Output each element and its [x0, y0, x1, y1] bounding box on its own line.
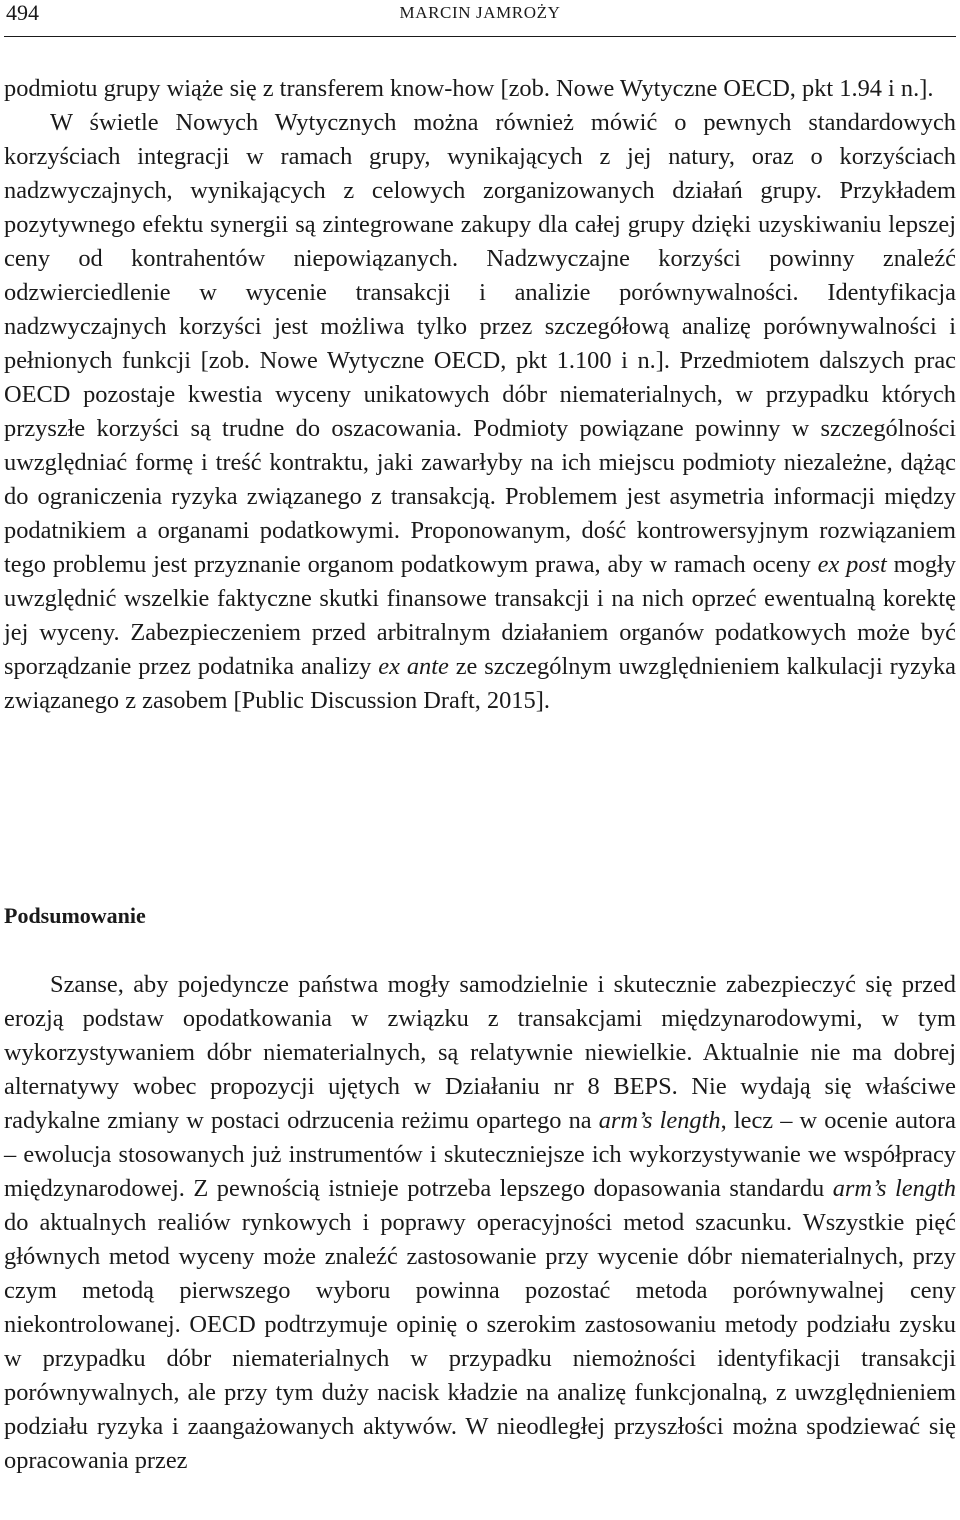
term-arms-length: arm’s length	[832, 1175, 956, 1202]
paragraph-summary: Szanse, aby pojedyncze państwa mogły samodzielnie i skutecznie zabezpieczyć się przed erozją podstaw opodatkowania w związku z transakcjami międzynarodowymi, w tym wykorzystywaniem dóbr niematerialnych, są relatywnie niewielkie. Aktualnie nie ma dobrej alternatywy wobec propozycji ujętych w Działaniu nr 8 BEPS. Nie wydają się właściwe radykalne zmiany w postaci odrzucenia reżimu opartego na arm’s length, lecz – w ocenie autora – ewolucja stosowanych już instrumentów i skuteczniejsze ich wykorzystywanie we współpracy międzynarodowej. Z pewnością istnieje potrzeba lepszego dopasowania standardu arm’s length do aktualnych realiów rynkowych i poprawy operacyjności metod szacunku. Wszystkie pięć głównych metod wyceny może znaleźć zastosowanie przy wycenie dóbr niematerialnych, przy czym metodą pierwszego wyboru powinna pozostać metoda porównywalnej ceny niekontrolowanej. OECD podtrzymuje opinię o szerokim zastosowaniu metody podziału zysku w przypadku dóbr niematerialnych w przypadku niemożności identyfikacji transakcji porównywalnych, ale przy tym duży nacisk kładzie na analizę funkcjonalną, z uwzględnieniem podziału ryzyka i zaangażowanych aktywów. W nieodległej przyszłości można spodziewać się opracowania przez	[4, 971, 956, 1474]
paragraph-synergy: W świetle Nowych Wytycznych można również mówić o pewnych standardowych korzyściach integracji w ramach grupy, wynikających z jej natury, oraz o korzyściach nadzwyczajnych, wynikających z celowych zorganizowanych działań grupy. Przykładem pozytywnego efektu synergii są zintegrowane zakupy dla całej grupy dzięki uzyskiwaniu lepszej ceny od kontrahentów niepowiązanych. Nadzwyczajne korzyści powinny znaleźć odzwierciedlenie w wycenie transakcji i analizie porównywalności. Identyfikacja nadzwyczajnych korzyści jest możliwa tylko przez szczegółową analizę porównywalności i pełnionych funkcji [zob. Nowe Wytyczne OECD, pkt 1.100 i n.]. Przedmiotem dalszych prac OECD pozostaje kwestia wyceny unikatowych dóbr niematerialnych, w przypadku których przyszłe korzyści są trudne do oszacowania. Podmioty powiązane powinny w szczególności uwzględniać formę i treść kontraktu, jaki zawarłyby na ich miejscu podmioty niezależne, dążąc do ograniczenia ryzyka związanego z transakcją. Problemem jest asymetria informacji między podatnikiem a organami podatkowymi. Proponowanym, dość kontrowersyjnym rozwiązaniem tego problemu jest przyznanie organom podatkowym prawa, aby w ramach oceny ex post mogły uwzględnić wszelkie faktyczne skutki finansowe transakcji i na nich oprzeć ewentualną korektę jej wyceny. Zabezpieczeniem przed arbitralnym działaniem organów podatkowych może być sporządzanie przez podatnika analizy ex ante ze szczególnym uwzględnieniem kalkulacji ryzyka związanego z zasobem [Public Discussion Draft, 2015].	[4, 109, 956, 714]
page-header	[4, 0, 956, 37]
paragraph-continuation: podmiotu grupy wiąże się z transferem know-how [zob. Nowe Wytyczne OECD, pkt 1.94 i n.].	[4, 75, 934, 102]
body-text-upper	[4, 72, 956, 718]
body-text-summary	[4, 968, 956, 1478]
latin-term-ex-ante: ex ante	[378, 653, 449, 680]
page-number: 494	[6, 0, 39, 25]
section-heading: Podsumowanie	[4, 903, 146, 928]
latin-term-ex-post: ex post	[817, 551, 887, 578]
term-arms-length: arm’s length	[598, 1107, 721, 1134]
running-head: MARCIN JAMROŻY	[399, 3, 561, 22]
